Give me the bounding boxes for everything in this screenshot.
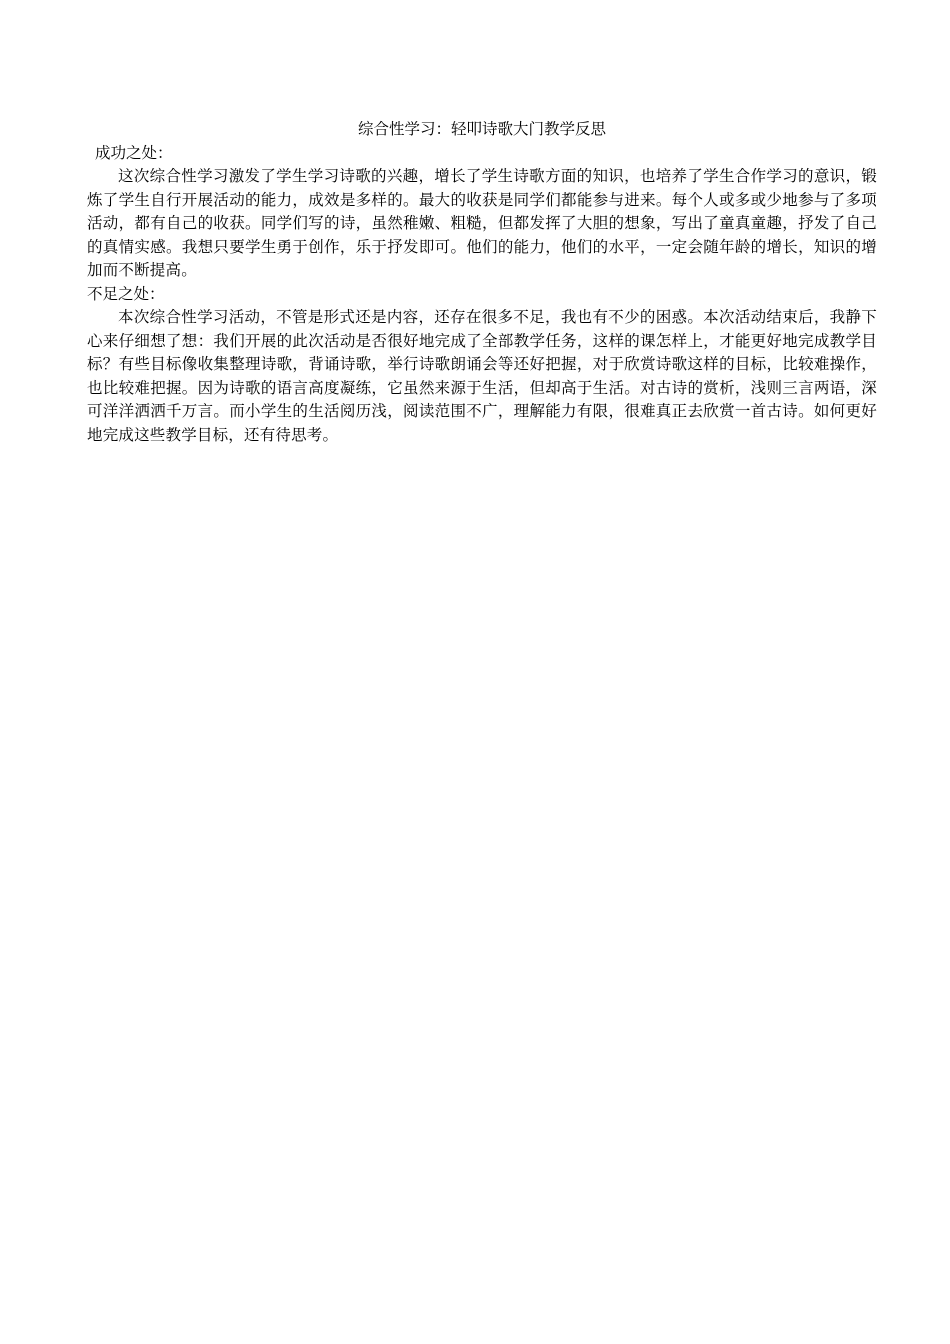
section-heading-shortcomings: 不足之处： <box>87 284 165 303</box>
section-body-shortcomings: 本次综合性学习活动，不管是形式还是内容，还存在很多不足，我也有不少的困惑。本次活动结束后，我静下心来仔细想了想：我们开展的此次活动是否很好地完成了全部教学任务，这样的课怎样上，才能更好地完成教学目标？有些目标像收集整理诗歌，背诵诗歌，举行诗歌朗诵会等还好把握，对于欣赏诗歌这样的目标，比较难操作，也比较难把握。因为诗歌的语言高度凝练，它虽然来源于生活，但却高于生活。对古诗的赏析，浅则三言两语，深可洋洋洒洒千万言。而小学生的生活阅历浅，阅读范围不广，理解能力有限，很难真正去欣赏一首古诗。如何更好地完成这些教学目标，还有待思考。 <box>87 308 877 444</box>
document-title: 综合性学习：轻叩诗歌大门教学反思 <box>357 120 606 138</box>
section-body-success: 这次综合性学习激发了学生学习诗歌的兴趣，增长了学生诗歌方面的知识，也培养了学生合作学习的意识，锻炼了学生自行开展活动的能力，成效是多样的。最大的收获是同学们都能参与进来。每个人或多或少地参与了多项活动，都有自己的收获。同学们写的诗，虽然稚嫩、粗糙，但都发挥了大胆的想象，写出了童真童趣，抒发了自己的真情实感。我想只要学生勇于创作，乐于抒发即可。他们的能力，他们的水平，一定会随年龄的增长，知识的增加而不断提高。 <box>87 167 877 279</box>
document-content <box>87 118 877 447</box>
section-heading-success: 成功之处： <box>95 143 173 162</box>
